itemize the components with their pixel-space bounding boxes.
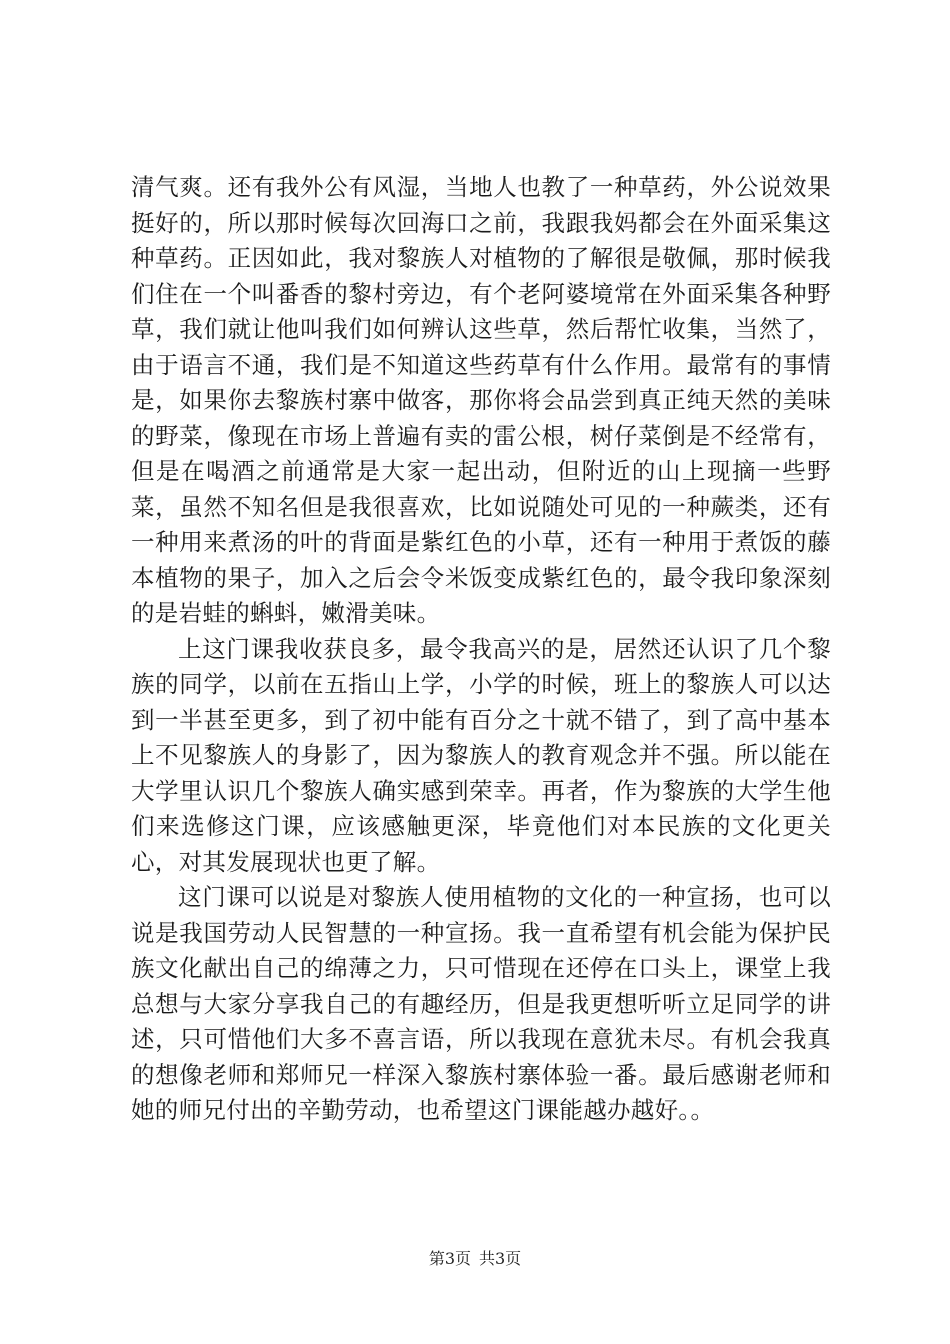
page-total: 共3页: [479, 1249, 522, 1268]
page-footer: [0, 1246, 950, 1269]
paragraph-2: 上这门课我收获良多，最令我高兴的是，居然还认识了几个黎族的同学，以前在五指山上学，小学的时候，班上的黎族人可以达到一半甚至更多，到了初中能有百分之十就不错了，到了高中基本上不见黎族人的身影了，因为黎族人的教育观念并不强。所以能在大学里认识几个黎族人确实感到荣幸。再者，作为黎族的大学生他们来选修这门课，应该感触更深，毕竟他们对本民族的文化更关心，对其发展现状也更了解。: [131, 634, 831, 876]
paragraph-3: 这门课可以说是对黎族人使用植物的文化的一种宣扬，也可以说是我国劳动人民智慧的一种宣扬。我一直希望有机会能为保护民族文化献出自己的绵薄之力，只可惜现在还停在口头上，课堂上我总想与大家分享我自己的有趣经历，但是我更想听听立足同学的讲述，只可惜他们大多不喜言语，所以我现在意犹未尽。有机会我真的想像老师和郑师兄一样深入黎族村寨体验一番。最后感谢老师和她的师兄付出的辛勤劳动，也希望这门课能越办越好。。: [131, 883, 831, 1124]
page-number: 第3页: [428, 1249, 471, 1268]
paragraph-1: 清气爽。还有我外公有风湿，当地人也教了一种草药，外公说效果挺好的，所以那时候每次回海口之前，我跟我妈都会在外面采集这种草药。正因如此，我对黎族人对植物的了解很是敬佩，那时候我们住在一个叫番香的黎村旁边，有个老阿婆境常在外面采集各种野草，我们就让他叫我们如何辨认这些草，然后帮忙收集，当然了，由于语言不通，我们是不知道这些药草有什么作用。最常有的事情是，如果你去黎族村寨中做客，那你将会品尝到真正纯天然的美味的野菜，像现在市场上普遍有卖的雷公根，树仔菜倒是不经常有，但是在喝酒之前通常是大家一起出动，但附近的山上现摘一些野菜，虽然不知名但是我很喜欢，比如说随处可见的一种蕨类，还有一种用来煮汤的叶的背面是紫红色的小草，还有一种用于煮饭的藤本植物的果子，加入之后会令米饭变成紫红色的，最令我印象深刻的是岩蛙的蝌蚪，嫩滑美味。: [131, 173, 831, 627]
document-body: [131, 170, 831, 1129]
